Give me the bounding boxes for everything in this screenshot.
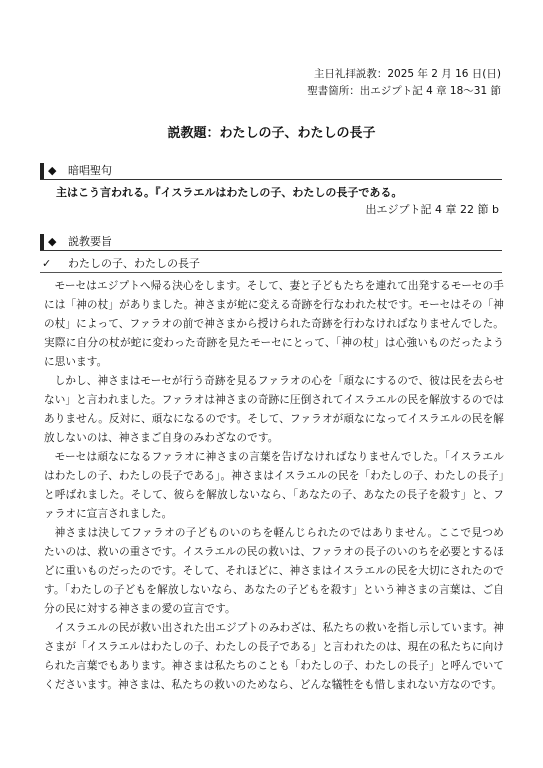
paragraph: モーセは頑なになるファラオに神さまの言葉を告げなければなりませんでした。「イスラエルはわたしの子、わたしの長子である」。神さまはイスラエルの民を「わたしの子、わたしの長子」と呼ばれました。そして、彼らを解放しないなら、「あなたの子、あなたの長子を殺す」と、ファラオに宣言されました。: [44, 451, 504, 520]
section-label: 暗唱聖句: [68, 164, 112, 177]
paragraph: イスラエルの民が救い出された出エジプトのみわざは、私たちの救いを指し示しています。神さまが「イスラエルはわたしの子、わたしの長子である」と言われたのは、現在の私たちに向けられた言葉でもあります。神さまは私たちのことも「わたしの子、わたしの長子」と呼んでいてくださいます。神さまは、私たちの救いのためなら、どんな犠牲をも惜しまれない方なのです。: [44, 622, 504, 691]
memory-verse: 主はこう言われる。『イスラエルはわたしの子、わたしの長子である。: [56, 186, 403, 199]
scripture-reference: 聖書箇所：出エジプト記 4 章 18～31 節: [307, 85, 501, 97]
section-bar: [40, 163, 44, 179]
diamond-icon: ◆: [48, 164, 57, 177]
section-header-summary: [40, 234, 502, 251]
verse-reference: 出エジプト記 4 章 22 節 b: [365, 203, 499, 216]
paragraph: 神さまは決してファラオの子どものいのちを軽んじられたのではありません。ここで見つめたいのは、救いの重さです。イスラエルの民の救いは、ファラオの長子のいのちを必要とするほどに重いものだったのです。そして、それほどに、神さまはイスラエルの民を大切にされたのです。「わたしの子どもを解放しないなら、あなたの子どもを殺す」という神さまの言葉は、ご自分の民に対する神さまの愛の宣言です。: [44, 527, 504, 615]
subheading: [40, 256, 502, 273]
section-header-memory-verse: [40, 163, 502, 180]
diamond-icon: ◆: [48, 235, 57, 248]
section-bar: [40, 234, 44, 250]
paragraph: モーセはエジプトへ帰る決心をします。そして、妻と子どもたちを連れて出発するモーセの手には「神の杖」がありました。神さまが蛇に変える奇跡を行なわれた杖です。モーセはその「神の杖」によって、ファラオの前で神さまから授けられた奇跡を行わなければなりませんでした。実際に自分の杖が蛇に変わった奇跡を見たモーセにとって、「神の杖」は心強いものだったように思います。: [44, 280, 504, 368]
service-date: 主日礼拝説教：2025 年 2 月 16 日(日): [313, 68, 501, 80]
subheading-label: わたしの子、わたしの長子: [68, 257, 200, 270]
sermon-title: 説教題：わたしの子、わたしの長子: [167, 126, 376, 141]
paragraph: しかし、神さまはモーセが行う奇跡を見るファラオの心を「頑なにするので、彼は民を去らせない」と言われました。ファラオは神さまの奇跡に圧倒されてイスラエルの民を解放するのではありません。反対に、頑なになるのです。そして、ファラオが頑なになってイスラエルの民を解放しないのは、神さまご自身のみわざなのです。: [44, 375, 504, 444]
sermon-body: [44, 277, 504, 695]
checkmark-icon: ✓: [42, 257, 52, 270]
section-label: 説教要旨: [68, 235, 112, 248]
